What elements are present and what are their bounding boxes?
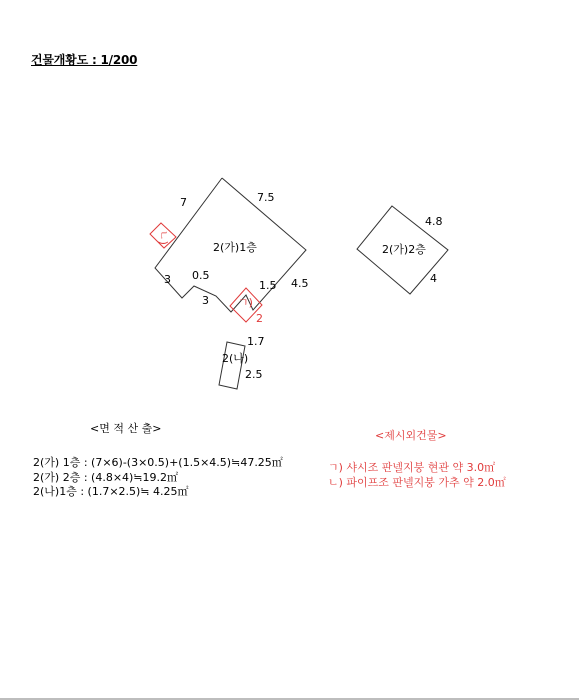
area-calc-list <box>33 456 283 500</box>
dim-2f-top: 4.8 <box>425 215 443 228</box>
dim-main-right: 4.5 <box>291 277 309 290</box>
dim-main-step-b: 0.5 <box>192 269 210 282</box>
main-building-label: 2(가)1층 <box>213 241 257 254</box>
area-calc-line: 2(가) 2층 : (4.8×4)≒19.2㎡ <box>33 470 179 484</box>
extra-buildings-list <box>328 460 506 490</box>
dim-main-step-c: 3 <box>202 294 209 307</box>
extra-buildings-title: <제시외건물> <box>375 429 447 442</box>
dim-main-step-d: 1.5 <box>259 279 277 292</box>
drawing-title: 건물개황도 : 1/200 <box>31 53 138 67</box>
dim-na-top: 1.7 <box>247 335 265 348</box>
dim-main-top-right: 7.5 <box>257 191 275 204</box>
na-building-label: 2(나) <box>222 352 249 365</box>
dim-2f-bottom: 4 <box>430 272 437 285</box>
extra-building-line: ㄱ) 샤시조 판넬지붕 현관 약 3.0㎡ <box>328 461 496 474</box>
extra-building-line: ㄴ) 파이프조 판넬지붕 가추 약 2.0㎡ <box>328 476 506 489</box>
marker-giyeok-label: ㄱ) <box>238 296 253 309</box>
dim-na-side: 2.5 <box>245 368 263 381</box>
second-floor-label: 2(가)2층 <box>382 243 426 256</box>
area-calc-line: 2(나)1층 : (1.7×2.5)≒ 4.25㎡ <box>33 485 189 498</box>
marker-nieun-label: ㄴ) <box>157 230 170 245</box>
na-building-outline <box>219 342 245 389</box>
dim-main-red: 2 <box>256 312 263 325</box>
area-calc-title: <면 적 산 출> <box>90 422 162 435</box>
dim-main-step-a: 3 <box>164 273 171 286</box>
dim-main-top-left: 7 <box>180 196 187 209</box>
area-calc-line: 2(가) 1층 : (7×6)-(3×0.5)+(1.5×4.5)≒47.25㎡ <box>33 456 283 469</box>
